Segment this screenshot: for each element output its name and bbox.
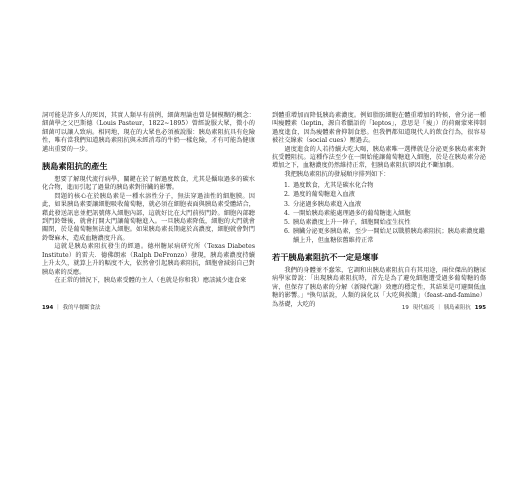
list-item-text: 一開始胰島素能處理過多的葡萄糖進入細胞 [293,209,411,217]
list-item-number: 4. [284,209,290,217]
list-item-text: 胰島素濃度上升一陣子，細胞開始產生抗性 [293,219,411,227]
paragraph: 想要了解現代流行病學，關鍵在於了解過度飲食，尤其是攝取過多的碳水化合物，進而引起了過量的胰島素對肝臟的影響。 [42,176,255,192]
list-item [284,191,486,199]
list-item [284,201,486,209]
page-footer-left [42,305,100,312]
paragraph: 到體重增加而降低胰島素濃度。例如脂肪細胞在體重增加的時候，會分泌一種叫瘦體素（leptin，源自希臘語的「leptos」，意思是「瘦」）的荷爾蒙來抑制過度進食，因為瘦體素會抑制食慾。但我們都知道現代人的飲食行為，很容易被社交線索（social cues）壓過去。 [272,112,486,145]
list-item-number: 3. [284,200,290,208]
page-number: 194 [42,305,54,311]
paragraph: 問題的核心在於胰島素是一種水溶性分子，無法穿過油性的細胞膜。因此，如果胰島素要讓細胞吸收葡萄糖，就必須在細胞表面與胰島素受體結合，藉此發送訊息並把訊號傳入細胞內部，這就好比在大門前按門鈴。細胞內部聽到門鈴聲後，就會打開大門讓葡萄糖進入。一旦胰島素降低，細胞的大門就會關閉，於是葡萄糖無法進入細胞。如果胰島素長期處於高濃度，細胞就會對門鈴聲麻木，造成血糖濃度升高。 [42,192,255,242]
list-item [284,182,486,190]
list-intro: 我把胰島素阻抗的發展順序排列如下： [284,170,390,178]
list-item-number: 1. [284,182,290,190]
chapter-number: 19 [401,305,409,311]
list-item [284,210,486,218]
list-item-text: 過度的葡萄糖進入血液 [293,191,355,199]
numbered-list [272,182,486,245]
list-item [284,219,486,227]
list-item-text: 胰臟分泌更多胰島素，至少一開始足以戰勝胰島素阻抗；胰島素濃度繼續上升，但血糖依舊維持正常 [293,228,485,244]
page-number: 195 [474,305,486,311]
paragraph: 在正常的情況下，胰島素受體的主人（也就是你和我）應該減少進食來 [54,276,247,284]
paragraph: 過度進食的人若持續大吃大喝，胰島素唯一選擇就是分泌更多胰島素來對抗受體阻抗。這種作法至少在一開始能讓葡萄糖進入細胞，於是在胰島素分泌增加之下，血糖濃度仍然維持正常，但胰島素阻抗卻因此不斷加劇。 [272,145,486,170]
list-item-number: 5. [284,219,290,227]
footer-separator: ｜ [55,305,61,311]
list-item-number: 6. [284,228,290,236]
page-footer-right [402,305,486,312]
list-item-number: 2. [284,191,290,199]
list-item [284,228,486,245]
running-title: 胰島素阻抗 [443,305,471,311]
list-item-text: 過度飲食，尤其是碳水化合物 [293,182,374,190]
list-item-text: 分泌過多胰島素進入血液 [293,200,362,208]
footer-separator: ｜ [436,305,442,311]
paragraph: 我們的身體並不蠢笨，它調和出胰島素阻抗自有其用途，兩位傑出的糖尿病學家曾說：「出現胰島素阻抗時，首先是為了避免細胞遭受過多葡萄糖的傷害，但保存了胰島素的分解（新陳代謝）效應的穩定性，其結果是可避開低血糖的影響。」⁹換句話說，人類的演化以「大吃與挨餓」（feast-and-famine）為基礎，大吃的 [272,267,486,308]
section-heading: 若干胰島素阻抗不一定是壞事 [272,252,379,263]
left-page [42,112,255,303]
chapter-title: 現代瘟疫 [412,305,435,311]
running-title: 我的早餐斷食法 [62,305,101,311]
paragraph: 詞可能是許多人的死因，其實人類早有前例，細菌理論也曾是個模糊的概念：細菌學之父巴斯德（Louis Pasteur，1822~1895）曾經說服大眾，微小的細菌可以讓人致病。相同地，現在的大眾也必須被說服：胰島素阻抗具有危險性，唯有當我們知道胰島素阻抗與未經消毒的牛奶一樣危險，才有可能為健康邁出重要的一步。 [42,112,255,153]
section-heading: 胰島素阻抗的產生 [42,161,108,172]
paragraph: 這就是胰島素阻抗發生的經過。德州糖尿病研究所（Texas Diabetes Institute）的雷夫．德佛朗索（Ralph DeFronzo）發現，胰島素濃度持續上升太久，就算上升的幅度不大，依然會引起胰島素阻抗，細胞會減弱自己對胰島素的反應。 [42,243,255,276]
